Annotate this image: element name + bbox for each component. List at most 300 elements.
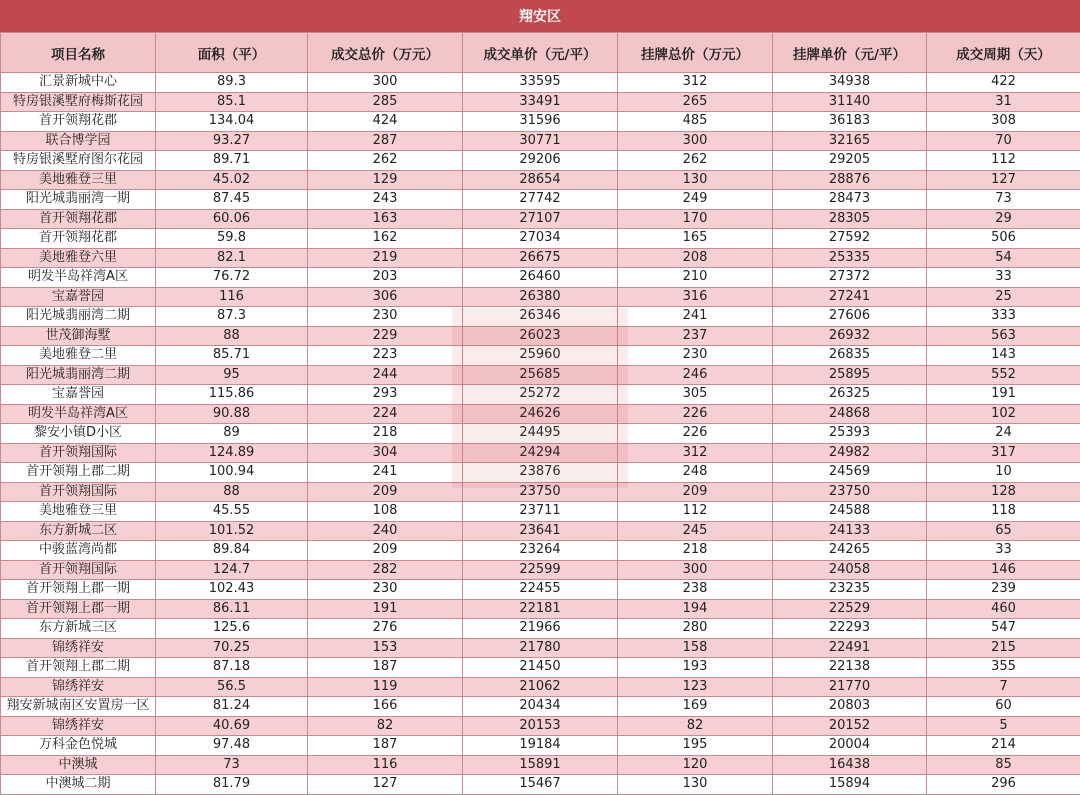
value-cell: 21966 — [463, 619, 618, 639]
value-cell: 23750 — [463, 482, 618, 502]
value-cell: 22491 — [773, 638, 927, 658]
value-cell: 20434 — [463, 697, 618, 717]
value-cell: 89.71 — [156, 151, 308, 171]
value-cell: 163 — [308, 209, 463, 229]
data-table — [0, 32, 1080, 795]
value-cell: 308 — [927, 112, 1080, 132]
value-cell: 85.71 — [156, 346, 308, 366]
value-cell: 547 — [927, 619, 1080, 639]
project-name-cell: 阳光城翡丽湾二期 — [1, 307, 156, 327]
project-name-cell: 中澳城 — [1, 755, 156, 775]
value-cell: 82 — [618, 716, 773, 736]
value-cell: 280 — [618, 619, 773, 639]
value-cell: 22138 — [773, 658, 927, 678]
value-cell: 153 — [308, 638, 463, 658]
value-cell: 95 — [156, 365, 308, 385]
project-name-cell: 宝嘉誉园 — [1, 385, 156, 405]
value-cell: 241 — [308, 463, 463, 483]
value-cell: 22529 — [773, 599, 927, 619]
value-cell: 26835 — [773, 346, 927, 366]
table-title: 翔安区 — [0, 0, 1080, 32]
value-cell: 88 — [156, 482, 308, 502]
value-cell: 20803 — [773, 697, 927, 717]
value-cell: 33 — [927, 541, 1080, 561]
value-cell: 56.5 — [156, 677, 308, 697]
value-cell: 28654 — [463, 170, 618, 190]
value-cell: 244 — [308, 365, 463, 385]
table-header-row — [1, 33, 1080, 73]
value-cell: 24265 — [773, 541, 927, 561]
project-name-cell: 首开领翔上郡二期 — [1, 658, 156, 678]
value-cell: 208 — [618, 248, 773, 268]
value-cell: 15891 — [463, 755, 618, 775]
value-cell: 23264 — [463, 541, 618, 561]
value-cell: 229 — [308, 326, 463, 346]
value-cell: 195 — [618, 736, 773, 756]
value-cell: 101.52 — [156, 521, 308, 541]
value-cell: 20153 — [463, 716, 618, 736]
value-cell: 276 — [308, 619, 463, 639]
column-header: 成交周期（天） — [927, 33, 1080, 73]
table-row — [1, 287, 1080, 307]
value-cell: 89 — [156, 424, 308, 444]
value-cell: 25393 — [773, 424, 927, 444]
value-cell: 123 — [618, 677, 773, 697]
value-cell: 22181 — [463, 599, 618, 619]
value-cell: 317 — [927, 443, 1080, 463]
value-cell: 23641 — [463, 521, 618, 541]
value-cell: 7 — [927, 677, 1080, 697]
value-cell: 214 — [927, 736, 1080, 756]
value-cell: 25895 — [773, 365, 927, 385]
value-cell: 97.48 — [156, 736, 308, 756]
value-cell: 85.1 — [156, 92, 308, 112]
value-cell: 70.25 — [156, 638, 308, 658]
value-cell: 73 — [927, 190, 1080, 210]
value-cell: 29206 — [463, 151, 618, 171]
value-cell: 158 — [618, 638, 773, 658]
value-cell: 100.94 — [156, 463, 308, 483]
value-cell: 218 — [308, 424, 463, 444]
value-cell: 27372 — [773, 268, 927, 288]
value-cell: 422 — [927, 73, 1080, 93]
value-cell: 265 — [618, 92, 773, 112]
value-cell: 282 — [308, 560, 463, 580]
value-cell: 246 — [618, 365, 773, 385]
project-name-cell: 汇景新城中心 — [1, 73, 156, 93]
value-cell: 191 — [308, 599, 463, 619]
project-name-cell: 黎安小镇D小区 — [1, 424, 156, 444]
table-row — [1, 229, 1080, 249]
value-cell: 60 — [927, 697, 1080, 717]
project-name-cell: 锦绣祥安 — [1, 677, 156, 697]
value-cell: 90.88 — [156, 404, 308, 424]
value-cell: 23711 — [463, 502, 618, 522]
column-header: 面积（平） — [156, 33, 308, 73]
value-cell: 166 — [308, 697, 463, 717]
column-header: 成交单价（元/平） — [463, 33, 618, 73]
value-cell: 45.02 — [156, 170, 308, 190]
value-cell: 27107 — [463, 209, 618, 229]
value-cell: 146 — [927, 560, 1080, 580]
value-cell: 203 — [308, 268, 463, 288]
value-cell: 128 — [927, 482, 1080, 502]
project-name-cell: 首开领翔花郡 — [1, 209, 156, 229]
value-cell: 165 — [618, 229, 773, 249]
value-cell: 31140 — [773, 92, 927, 112]
value-cell: 27592 — [773, 229, 927, 249]
value-cell: 21450 — [463, 658, 618, 678]
project-name-cell: 万科金色悦城 — [1, 736, 156, 756]
value-cell: 70 — [927, 131, 1080, 151]
value-cell: 24133 — [773, 521, 927, 541]
value-cell: 552 — [927, 365, 1080, 385]
table-row — [1, 716, 1080, 736]
value-cell: 5 — [927, 716, 1080, 736]
table-row — [1, 638, 1080, 658]
value-cell: 27742 — [463, 190, 618, 210]
project-name-cell: 锦绣祥安 — [1, 716, 156, 736]
value-cell: 112 — [927, 151, 1080, 171]
value-cell: 28305 — [773, 209, 927, 229]
value-cell: 240 — [308, 521, 463, 541]
value-cell: 27034 — [463, 229, 618, 249]
project-name-cell: 首开领翔上郡二期 — [1, 463, 156, 483]
value-cell: 485 — [618, 112, 773, 132]
value-cell: 127 — [927, 170, 1080, 190]
value-cell: 262 — [308, 151, 463, 171]
value-cell: 27241 — [773, 287, 927, 307]
value-cell: 237 — [618, 326, 773, 346]
value-cell: 194 — [618, 599, 773, 619]
value-cell: 88 — [156, 326, 308, 346]
table-body — [1, 73, 1080, 795]
value-cell: 116 — [308, 755, 463, 775]
value-cell: 27606 — [773, 307, 927, 327]
value-cell: 25272 — [463, 385, 618, 405]
value-cell: 29 — [927, 209, 1080, 229]
project-name-cell: 首开领翔花郡 — [1, 229, 156, 249]
value-cell: 26380 — [463, 287, 618, 307]
value-cell: 20004 — [773, 736, 927, 756]
value-cell: 26675 — [463, 248, 618, 268]
project-name-cell: 美地雅登三里 — [1, 170, 156, 190]
table-row — [1, 658, 1080, 678]
value-cell: 129 — [308, 170, 463, 190]
value-cell: 130 — [618, 170, 773, 190]
value-cell: 24495 — [463, 424, 618, 444]
project-name-cell: 美地雅登三里 — [1, 502, 156, 522]
value-cell: 34938 — [773, 73, 927, 93]
value-cell: 28876 — [773, 170, 927, 190]
project-name-cell: 锦绣祥安 — [1, 638, 156, 658]
value-cell: 262 — [618, 151, 773, 171]
table-row — [1, 112, 1080, 132]
value-cell: 24626 — [463, 404, 618, 424]
table-row — [1, 775, 1080, 795]
value-cell: 241 — [618, 307, 773, 327]
value-cell: 304 — [308, 443, 463, 463]
value-cell: 300 — [618, 560, 773, 580]
value-cell: 21780 — [463, 638, 618, 658]
value-cell: 143 — [927, 346, 1080, 366]
table-row — [1, 580, 1080, 600]
value-cell: 22455 — [463, 580, 618, 600]
value-cell: 219 — [308, 248, 463, 268]
value-cell: 65 — [927, 521, 1080, 541]
project-name-cell: 美地雅登六里 — [1, 248, 156, 268]
value-cell: 22599 — [463, 560, 618, 580]
value-cell: 45.55 — [156, 502, 308, 522]
project-name-cell: 特房银溪墅府图尔花园 — [1, 151, 156, 171]
value-cell: 119 — [308, 677, 463, 697]
value-cell: 102.43 — [156, 580, 308, 600]
value-cell: 249 — [618, 190, 773, 210]
value-cell: 300 — [618, 131, 773, 151]
value-cell: 24982 — [773, 443, 927, 463]
value-cell: 226 — [618, 424, 773, 444]
project-name-cell: 首开领翔上郡一期 — [1, 599, 156, 619]
value-cell: 33 — [927, 268, 1080, 288]
table-row — [1, 404, 1080, 424]
value-cell: 134.04 — [156, 112, 308, 132]
value-cell: 19184 — [463, 736, 618, 756]
table-row — [1, 248, 1080, 268]
value-cell: 296 — [927, 775, 1080, 795]
project-name-cell: 明发半岛祥湾A区 — [1, 268, 156, 288]
value-cell: 23876 — [463, 463, 618, 483]
value-cell: 26325 — [773, 385, 927, 405]
table-row — [1, 677, 1080, 697]
table-row — [1, 697, 1080, 717]
value-cell: 25335 — [773, 248, 927, 268]
value-cell: 33491 — [463, 92, 618, 112]
value-cell: 81.79 — [156, 775, 308, 795]
value-cell: 85 — [927, 755, 1080, 775]
value-cell: 31 — [927, 92, 1080, 112]
value-cell: 25 — [927, 287, 1080, 307]
value-cell: 24868 — [773, 404, 927, 424]
value-cell: 21062 — [463, 677, 618, 697]
value-cell: 210 — [618, 268, 773, 288]
table-row — [1, 326, 1080, 346]
value-cell: 112 — [618, 502, 773, 522]
project-name-cell: 首开领翔国际 — [1, 443, 156, 463]
table-row — [1, 424, 1080, 444]
value-cell: 226 — [618, 404, 773, 424]
value-cell: 26932 — [773, 326, 927, 346]
project-name-cell: 阳光城翡丽湾二期 — [1, 365, 156, 385]
value-cell: 355 — [927, 658, 1080, 678]
value-cell: 187 — [308, 736, 463, 756]
project-name-cell: 联合博学园 — [1, 131, 156, 151]
value-cell: 120 — [618, 755, 773, 775]
value-cell: 73 — [156, 755, 308, 775]
value-cell: 24 — [927, 424, 1080, 444]
value-cell: 209 — [308, 541, 463, 561]
project-name-cell: 宝嘉誉园 — [1, 287, 156, 307]
project-name-cell: 首开领翔国际 — [1, 482, 156, 502]
project-name-cell: 美地雅登二里 — [1, 346, 156, 366]
value-cell: 424 — [308, 112, 463, 132]
table-row — [1, 346, 1080, 366]
project-name-cell: 中骏蓝湾尚都 — [1, 541, 156, 561]
value-cell: 305 — [618, 385, 773, 405]
value-cell: 187 — [308, 658, 463, 678]
value-cell: 30771 — [463, 131, 618, 151]
table-row — [1, 209, 1080, 229]
value-cell: 40.69 — [156, 716, 308, 736]
value-cell: 15894 — [773, 775, 927, 795]
value-cell: 224 — [308, 404, 463, 424]
value-cell: 21770 — [773, 677, 927, 697]
table-row — [1, 736, 1080, 756]
column-header: 挂牌总价（万元） — [618, 33, 773, 73]
project-name-cell: 东方新城二区 — [1, 521, 156, 541]
table-row — [1, 755, 1080, 775]
value-cell: 26023 — [463, 326, 618, 346]
project-name-cell: 翔安新城南区安置房一区 — [1, 697, 156, 717]
value-cell: 215 — [927, 638, 1080, 658]
value-cell: 81.24 — [156, 697, 308, 717]
value-cell: 24294 — [463, 443, 618, 463]
value-cell: 130 — [618, 775, 773, 795]
value-cell: 76.72 — [156, 268, 308, 288]
value-cell: 306 — [308, 287, 463, 307]
table-row — [1, 560, 1080, 580]
value-cell: 26460 — [463, 268, 618, 288]
value-cell: 115.86 — [156, 385, 308, 405]
table-row — [1, 151, 1080, 171]
value-cell: 26346 — [463, 307, 618, 327]
value-cell: 89.3 — [156, 73, 308, 93]
value-cell: 108 — [308, 502, 463, 522]
project-name-cell: 中澳城二期 — [1, 775, 156, 795]
table-row — [1, 619, 1080, 639]
value-cell: 312 — [618, 73, 773, 93]
table-row — [1, 541, 1080, 561]
value-cell: 285 — [308, 92, 463, 112]
value-cell: 87.3 — [156, 307, 308, 327]
value-cell: 32165 — [773, 131, 927, 151]
value-cell: 293 — [308, 385, 463, 405]
value-cell: 239 — [927, 580, 1080, 600]
table-row — [1, 443, 1080, 463]
table-row — [1, 385, 1080, 405]
table-row — [1, 268, 1080, 288]
table-row — [1, 365, 1080, 385]
value-cell: 87.18 — [156, 658, 308, 678]
value-cell: 169 — [618, 697, 773, 717]
value-cell: 506 — [927, 229, 1080, 249]
table-row — [1, 463, 1080, 483]
table-row — [1, 131, 1080, 151]
value-cell: 86.11 — [156, 599, 308, 619]
value-cell: 87.45 — [156, 190, 308, 210]
table-row — [1, 190, 1080, 210]
value-cell: 125.6 — [156, 619, 308, 639]
value-cell: 23750 — [773, 482, 927, 502]
value-cell: 89.84 — [156, 541, 308, 561]
project-name-cell: 东方新城三区 — [1, 619, 156, 639]
value-cell: 54 — [927, 248, 1080, 268]
project-name-cell: 世茂御海墅 — [1, 326, 156, 346]
value-cell: 10 — [927, 463, 1080, 483]
value-cell: 25685 — [463, 365, 618, 385]
value-cell: 20152 — [773, 716, 927, 736]
table-row — [1, 599, 1080, 619]
value-cell: 230 — [308, 307, 463, 327]
table-row — [1, 307, 1080, 327]
project-name-cell: 明发半岛祥湾A区 — [1, 404, 156, 424]
value-cell: 36183 — [773, 112, 927, 132]
project-name-cell: 首开领翔上郡一期 — [1, 580, 156, 600]
value-cell: 170 — [618, 209, 773, 229]
value-cell: 29205 — [773, 151, 927, 171]
column-header: 成交总价（万元） — [308, 33, 463, 73]
column-header: 项目名称 — [1, 33, 156, 73]
value-cell: 563 — [927, 326, 1080, 346]
value-cell: 243 — [308, 190, 463, 210]
table-row — [1, 170, 1080, 190]
value-cell: 460 — [927, 599, 1080, 619]
value-cell: 124.89 — [156, 443, 308, 463]
table-row — [1, 73, 1080, 93]
value-cell: 82.1 — [156, 248, 308, 268]
value-cell: 24569 — [773, 463, 927, 483]
value-cell: 230 — [308, 580, 463, 600]
value-cell: 82 — [308, 716, 463, 736]
value-cell: 124.7 — [156, 560, 308, 580]
value-cell: 193 — [618, 658, 773, 678]
value-cell: 127 — [308, 775, 463, 795]
value-cell: 93.27 — [156, 131, 308, 151]
project-name-cell: 特房银溪墅府梅斯花园 — [1, 92, 156, 112]
value-cell: 31596 — [463, 112, 618, 132]
value-cell: 162 — [308, 229, 463, 249]
value-cell: 300 — [308, 73, 463, 93]
value-cell: 116 — [156, 287, 308, 307]
project-name-cell: 首开领翔花郡 — [1, 112, 156, 132]
table-row — [1, 521, 1080, 541]
value-cell: 118 — [927, 502, 1080, 522]
value-cell: 230 — [618, 346, 773, 366]
value-cell: 223 — [308, 346, 463, 366]
column-header: 挂牌单价（元/平） — [773, 33, 927, 73]
value-cell: 28473 — [773, 190, 927, 210]
value-cell: 238 — [618, 580, 773, 600]
value-cell: 287 — [308, 131, 463, 151]
value-cell: 209 — [618, 482, 773, 502]
value-cell: 15467 — [463, 775, 618, 795]
value-cell: 24588 — [773, 502, 927, 522]
table-row — [1, 92, 1080, 112]
project-name-cell: 首开领翔国际 — [1, 560, 156, 580]
value-cell: 23235 — [773, 580, 927, 600]
value-cell: 59.8 — [156, 229, 308, 249]
value-cell: 248 — [618, 463, 773, 483]
value-cell: 316 — [618, 287, 773, 307]
value-cell: 218 — [618, 541, 773, 561]
value-cell: 333 — [927, 307, 1080, 327]
value-cell: 60.06 — [156, 209, 308, 229]
table-row — [1, 502, 1080, 522]
value-cell: 191 — [927, 385, 1080, 405]
value-cell: 16438 — [773, 755, 927, 775]
value-cell: 245 — [618, 521, 773, 541]
project-name-cell: 阳光城翡丽湾一期 — [1, 190, 156, 210]
value-cell: 33595 — [463, 73, 618, 93]
